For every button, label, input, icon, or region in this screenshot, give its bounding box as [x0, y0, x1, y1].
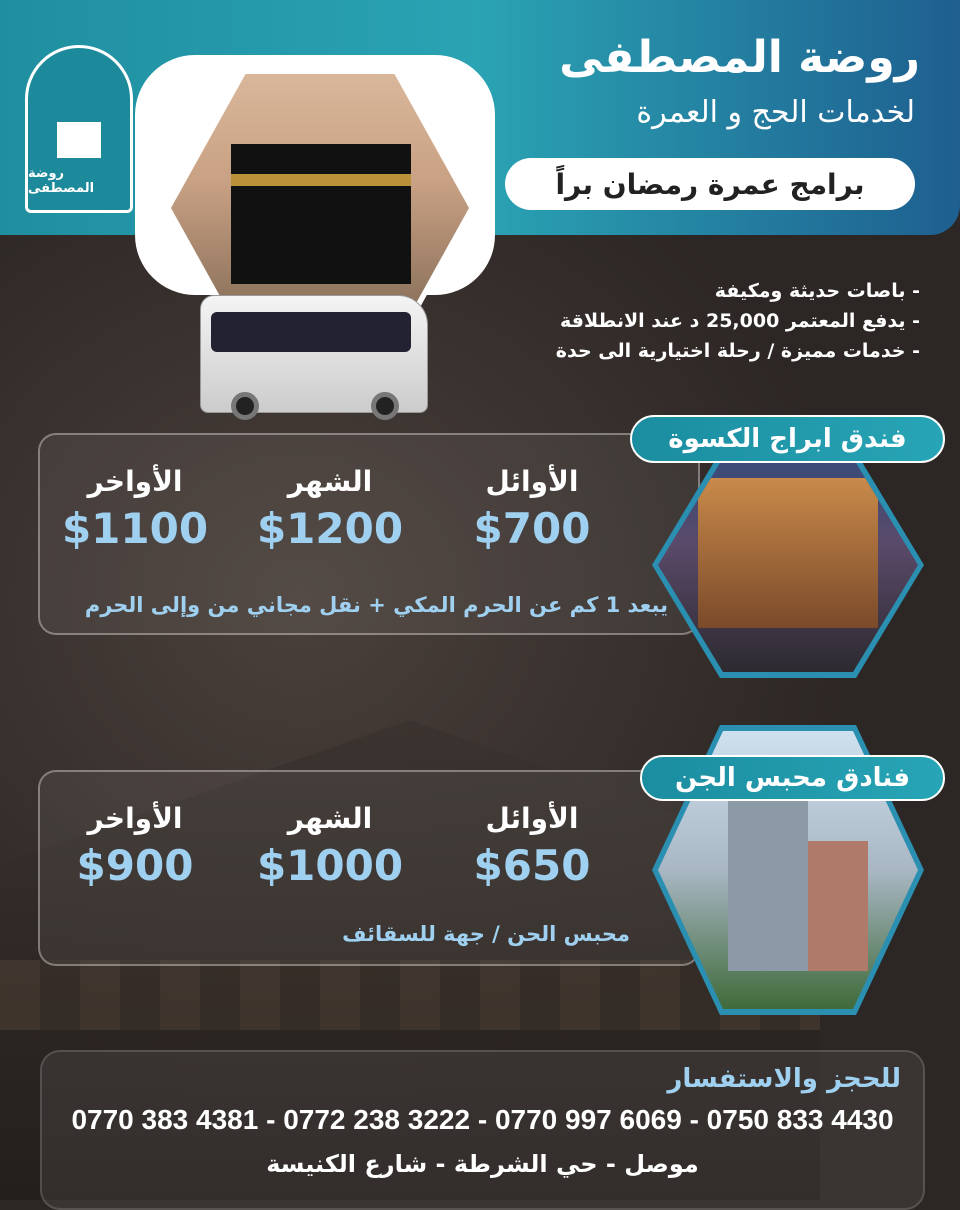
period-label: الأوائل [485, 465, 579, 498]
features-list [556, 276, 920, 366]
page-title: روضة المصطفى [559, 32, 920, 83]
price: $1000 [256, 841, 404, 890]
contact-panel [40, 1050, 925, 1210]
hotel-2-name: فنادق محبس الجن [640, 755, 945, 801]
period-label: الأواخر [87, 465, 183, 498]
hotel-2-panel [38, 770, 700, 966]
hotel-note: محبس الحن / جهة للسقائف [342, 922, 630, 946]
kaaba-icon [57, 122, 101, 158]
price: $1100 [61, 504, 209, 553]
address: موصل - حي الشرطة - شارع الكنيسة [266, 1150, 699, 1178]
price: $1200 [256, 504, 404, 553]
contact-heading: للحجز والاستفسار [667, 1064, 901, 1094]
price: $700 [473, 504, 591, 553]
page-subtitle: لخدمات الحج و العمرة [636, 95, 915, 130]
hotel-1-name: فندق ابراج الكسوة [630, 415, 945, 463]
phone-numbers: 0770 383 4381 - 0772 238 3222 - 0770 997 6069 - 0750 833 4430 [71, 1104, 894, 1135]
feature-item: - باصات حديثة ومكيفة [714, 280, 920, 302]
program-banner: برامج عمرة رمضان براً [505, 158, 915, 210]
hotel-1-panel [38, 433, 700, 635]
logo-text: روضة المصطفى [28, 166, 95, 196]
kiswah-band [0, 960, 820, 1030]
price: $650 [473, 841, 591, 890]
hotel-note: يبعد 1 كم عن الحرم المكي + نقل مجاني من وإلى الحرم [84, 593, 668, 617]
period-label: الشهر [287, 802, 373, 835]
price: $900 [76, 841, 194, 890]
period-label: الأواخر [87, 802, 183, 835]
period-label: الشهر [287, 465, 373, 498]
period-label: الأوائل [485, 802, 579, 835]
feature-item: - خدمات مميزة / رحلة اختيارية الى حدة [555, 340, 920, 362]
bus-image [200, 295, 428, 413]
feature-item: - يدفع المعتمر 25,000 د عند الانطلاقة [559, 310, 920, 332]
logo [25, 45, 133, 213]
